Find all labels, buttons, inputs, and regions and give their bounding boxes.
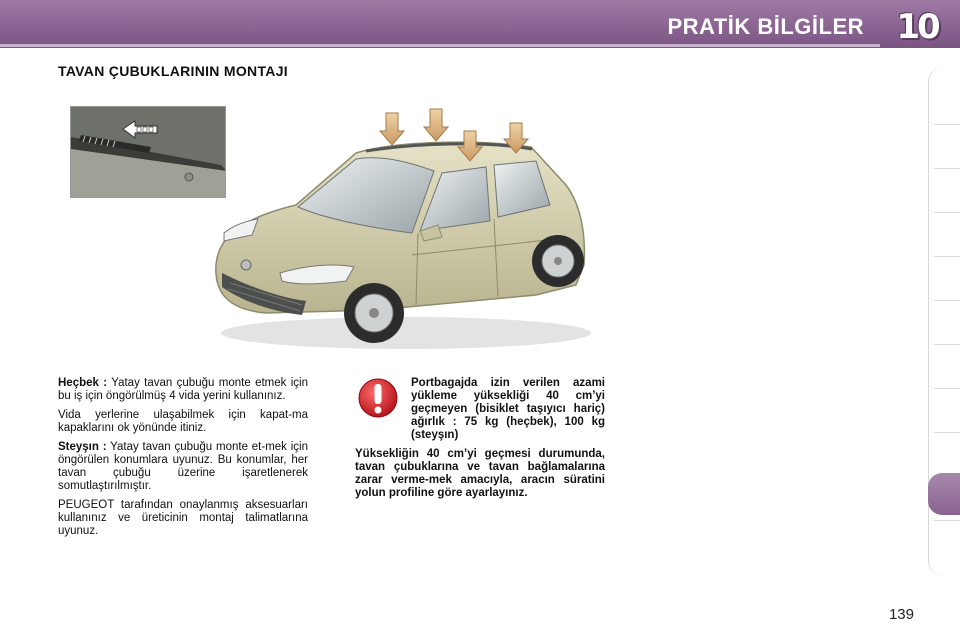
roof-rail-closeup-photo [70, 106, 226, 198]
tab-divider [934, 432, 960, 433]
page-number: 139 [888, 606, 914, 623]
tab-divider [934, 520, 960, 521]
accessories-paragraph: PEUGEOT tarafından onaylanmış aksesuarları kullanınız ve üreticinin montaj talimatlarına uyunuz. [58, 499, 308, 537]
car-with-mount-arrows [206, 105, 596, 355]
roof-rail-closeup-drawing [71, 107, 226, 198]
cover-push-paragraph: Vida yerlerine ulaşabilmek için kapat-ma kapaklarını ok yönünde itiniz. [58, 409, 308, 434]
tab-divider [934, 124, 960, 125]
page-header [0, 0, 960, 48]
hatchback-paragraph [58, 377, 308, 403]
tab-chapter-10-active[interactable] [928, 473, 960, 515]
tab-divider [934, 168, 960, 169]
header-stripe [0, 44, 880, 47]
chapter-title: PRATİK BİLGİLER [667, 14, 864, 39]
tab-divider [934, 388, 960, 389]
tab-divider [934, 300, 960, 301]
car-illustration [206, 105, 596, 355]
hatchback-text: Yatay tavan çubuğu monte etmek için bu iş için öngörülmüş 4 vida yerini kullanınız. [58, 377, 308, 402]
station-text: Yatay tavan çubuğu monte et-mek için öngörülen konumlara uyunuz. Bu konumlar, her tavan çubuğu üzerine işaretlenerek somutlaştırılmıştır. [58, 441, 308, 492]
hatchback-station-instructions [58, 377, 308, 544]
tab-divider [934, 212, 960, 213]
load-warning-text [355, 377, 605, 506]
tab-divider [934, 256, 960, 257]
station-paragraph [58, 441, 308, 493]
speed-adjust-paragraph: Yükseklig̃in 40 cm’yi geçmesi durumunda, tavan çubuklarına ve tavan bağlamalarına zarar verme-mek amacıyla, aracın süratini yolun profiline göre ayarlayınız. [355, 448, 605, 499]
hatchback-label: Heçbek : [58, 377, 108, 389]
chapter-number-badge: 10 [896, 7, 938, 47]
station-label: Steyşın : [58, 441, 107, 453]
section-title: TAVAN ÇUBUKLARININ MONTAJI [58, 63, 288, 79]
tab-divider [934, 344, 960, 345]
max-load-paragraph: Portbagajda izin verilen azami yükleme yüksekliği 40 cm’yi geçmeyen (bisiklet taşıyıcı hariç) ağırlık : 75 kg (heçbek), 100 kg (steyşın) [411, 377, 605, 441]
